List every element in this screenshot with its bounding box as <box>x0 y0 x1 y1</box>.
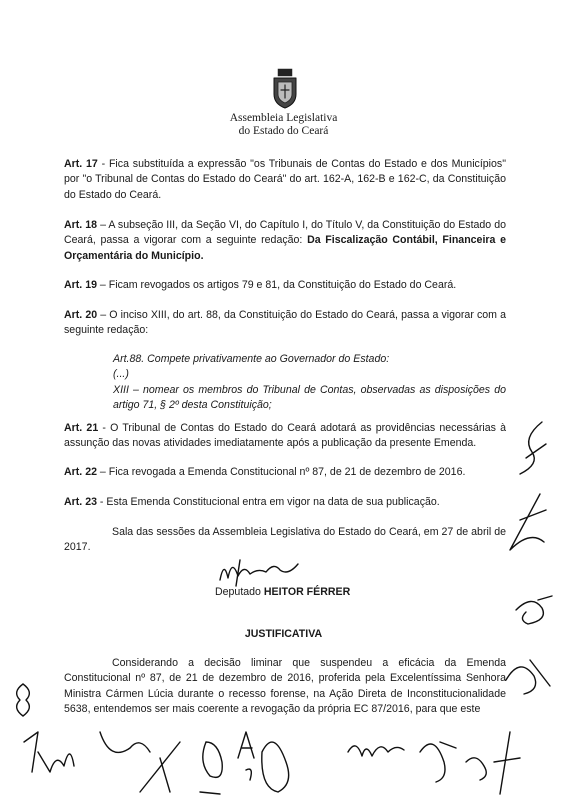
article-number: Art. 17 <box>64 158 98 170</box>
article-number: Art. 23 <box>64 496 97 508</box>
article-text: - Esta Emenda Constitucional entra em vigor na data de sua publicação. <box>96 496 440 508</box>
org-name-line2: do Estado do Ceará <box>238 125 329 137</box>
handwritten-signature <box>210 550 310 590</box>
quoted-text <box>113 352 506 414</box>
article-text: – Fica revogada a Emenda Constitucional nº 87, de 21 de dezembro de 2016. <box>96 466 466 478</box>
quote-line: (...) <box>113 368 129 381</box>
margin-initials <box>500 490 550 560</box>
article-text: – O inciso XIII, do art. 88, da Constituição do Estado do Ceará, passa a vigorar com a seguinte redação: <box>64 309 506 337</box>
article-19 <box>64 278 506 293</box>
signatory <box>215 586 350 598</box>
article-bold-text: Da Fiscalização Contábil, Financeira e Orçamentária do Município. <box>64 234 506 262</box>
article-17 <box>64 157 506 203</box>
state-crest-icon <box>270 68 300 110</box>
quote-line: Art.88. Compete privativamente ao Governador do Estado: <box>113 353 390 365</box>
margin-initials <box>512 590 557 630</box>
article-number: Art. 22 <box>64 466 97 478</box>
article-text: - Fica substituída a expressão "os Tribunais de Contas do Estado e dos Municípios" por "o Tribunal de Contas do Estado do Ceará" do art. 162-A, 162-B e 162-C, da Constituição do Estado do Ceará. <box>64 158 506 201</box>
margin-initials <box>500 650 555 700</box>
margin-initials <box>512 418 552 478</box>
section-heading: JUSTIFICATIVA <box>244 628 323 640</box>
article-number: Art. 19 <box>64 279 97 291</box>
signatory-prefix: Deputado <box>215 586 264 598</box>
quote-line: XIII – nomear os membros do Tribunal de Contas, observadas as disposições do artigo 71, § 2º desta Constituição; <box>113 383 506 412</box>
bottom-signatures <box>10 722 567 802</box>
closing-statement: Sala das sessões da Assembleia Legislativa do Estado do Ceará, em 27 de abril de 2017. <box>64 526 506 554</box>
signatory-name: HEITOR FÉRRER <box>263 586 351 598</box>
article-22 <box>64 465 506 480</box>
org-name-line1: Assembleia Legislativa <box>229 112 338 124</box>
article-text: - O Tribunal de Contas do Estado do Ceará adotará as providências necessárias à assunção das novas atividades imediatamente após a publicação da presente Emenda. <box>64 422 506 450</box>
article-number: Art. 18 <box>64 219 98 231</box>
margin-initials <box>8 680 38 720</box>
article-text: – A subseção III, da Seção VI, do Capítulo I, do Título V, da Constituição do Estado do Ceará, passa a vigorar com a seguinte redação: <box>64 219 506 247</box>
article-18 <box>64 218 506 264</box>
article-20 <box>64 308 506 339</box>
article-23 <box>64 495 506 510</box>
justification-text: Considerando a decisão liminar que suspendeu a eficácia da Emenda Constitucional nº 87, de 21 de dezembro de 2016, proferida pela Excelentíssima Senhora Ministra Cármen Lúcia durante o recesso forense, na Ação Direta de Inconstitucionalidade 5638, entendemos ser mais coerente a revogação da própria EC 87/2016, para que este <box>64 657 506 716</box>
article-21 <box>64 421 506 452</box>
article-number: Art. 20 <box>64 309 98 321</box>
article-text: – Ficam revogados os artigos 79 e 81, da Constituição do Estado do Ceará. <box>96 279 457 291</box>
article-number: Art. 21 <box>64 422 99 434</box>
